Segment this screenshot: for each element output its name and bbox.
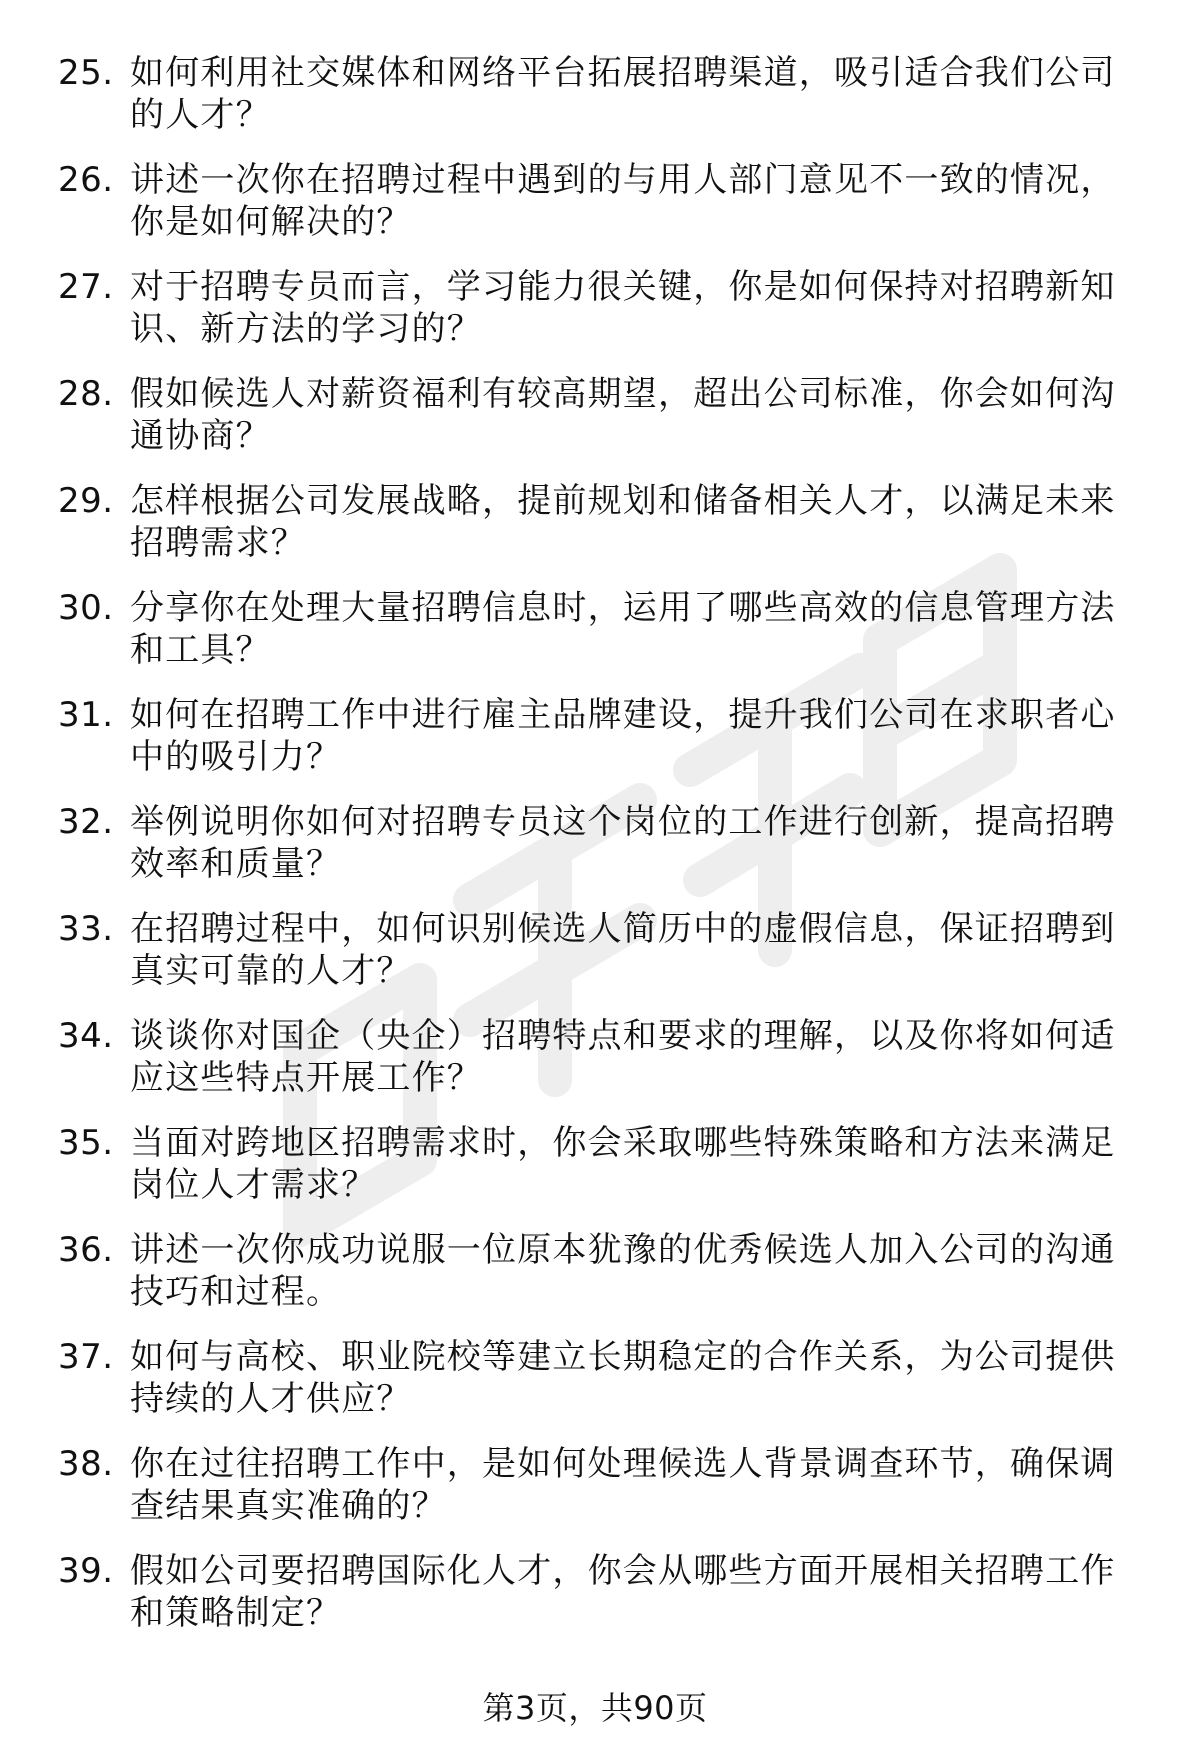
question-item [58, 52, 1148, 159]
question-number: 32. [58, 802, 114, 842]
question-item [58, 159, 1148, 266]
question-item [58, 587, 1148, 694]
question-number: 30. [58, 588, 114, 628]
question-number: 33. [58, 909, 114, 949]
question-item [58, 801, 1148, 908]
question-text: 假如公司要招聘国际化人才，你会从哪些方面开展相关招聘工作和策略制定？ [130, 1551, 1116, 1633]
question-item [58, 1443, 1148, 1550]
page-indicator: 第3页，共90页 [482, 1689, 708, 1727]
question-number: 29. [58, 481, 114, 521]
question-text: 在招聘过程中，如何识别候选人简历中的虚假信息，保证招聘到真实可靠的人才？ [130, 909, 1116, 991]
question-number: 38. [58, 1444, 114, 1484]
question-item [58, 1015, 1148, 1122]
question-text: 如何与高校、职业院校等建立长期稳定的合作关系，为公司提供持续的人才供应？ [130, 1337, 1116, 1419]
question-number: 26. [58, 160, 114, 200]
question-item [58, 266, 1148, 373]
question-item [58, 1550, 1148, 1657]
question-number: 31. [58, 695, 114, 735]
question-number: 36. [58, 1230, 114, 1270]
question-text: 举例说明你如何对招聘专员这个岗位的工作进行创新，提高招聘效率和质量？ [130, 802, 1116, 884]
question-text: 假如候选人对薪资福利有较高期望，超出公司标准，你会如何沟通协商？ [130, 374, 1116, 456]
question-text: 当面对跨地区招聘需求时，你会采取哪些特殊策略和方法来满足岗位人才需求？ [130, 1123, 1116, 1205]
question-number: 34. [58, 1016, 114, 1056]
question-number: 39. [58, 1551, 114, 1591]
question-text: 讲述一次你成功说服一位原本犹豫的优秀候选人加入公司的沟通技巧和过程。 [130, 1230, 1116, 1312]
question-number: 27. [58, 267, 114, 307]
question-item [58, 694, 1148, 801]
question-item [58, 1336, 1148, 1443]
question-text: 分享你在处理大量招聘信息时，运用了哪些高效的信息管理方法和工具？ [130, 588, 1116, 670]
question-number: 28. [58, 374, 114, 414]
question-item [58, 1229, 1148, 1336]
question-number: 35. [58, 1123, 114, 1163]
question-item [58, 908, 1148, 1015]
question-item [58, 373, 1148, 480]
question-item [58, 1122, 1148, 1229]
question-text: 你在过往招聘工作中，是如何处理候选人背景调查环节，确保调查结果真实准确的？ [130, 1444, 1116, 1526]
question-text: 讲述一次你在招聘过程中遇到的与用人部门意见不一致的情况，你是如何解决的？ [130, 160, 1116, 242]
question-item [58, 480, 1148, 587]
question-text: 怎样根据公司发展战略，提前规划和储备相关人才，以满足未来招聘需求？ [130, 481, 1116, 563]
question-number: 25. [58, 53, 114, 93]
question-list [58, 52, 1148, 1657]
question-text: 如何利用社交媒体和网络平台拓展招聘渠道，吸引适合我们公司的人才？ [130, 53, 1116, 135]
question-number: 37. [58, 1337, 114, 1377]
question-text: 如何在招聘工作中进行雇主品牌建设，提升我们公司在求职者心中的吸引力？ [130, 695, 1116, 777]
question-text: 谈谈你对国企（央企）招聘特点和要求的理解，以及你将如何适应这些特点开展工作？ [130, 1016, 1116, 1098]
question-text: 对于招聘专员而言，学习能力很关键，你是如何保持对招聘新知识、新方法的学习的？ [130, 267, 1116, 349]
